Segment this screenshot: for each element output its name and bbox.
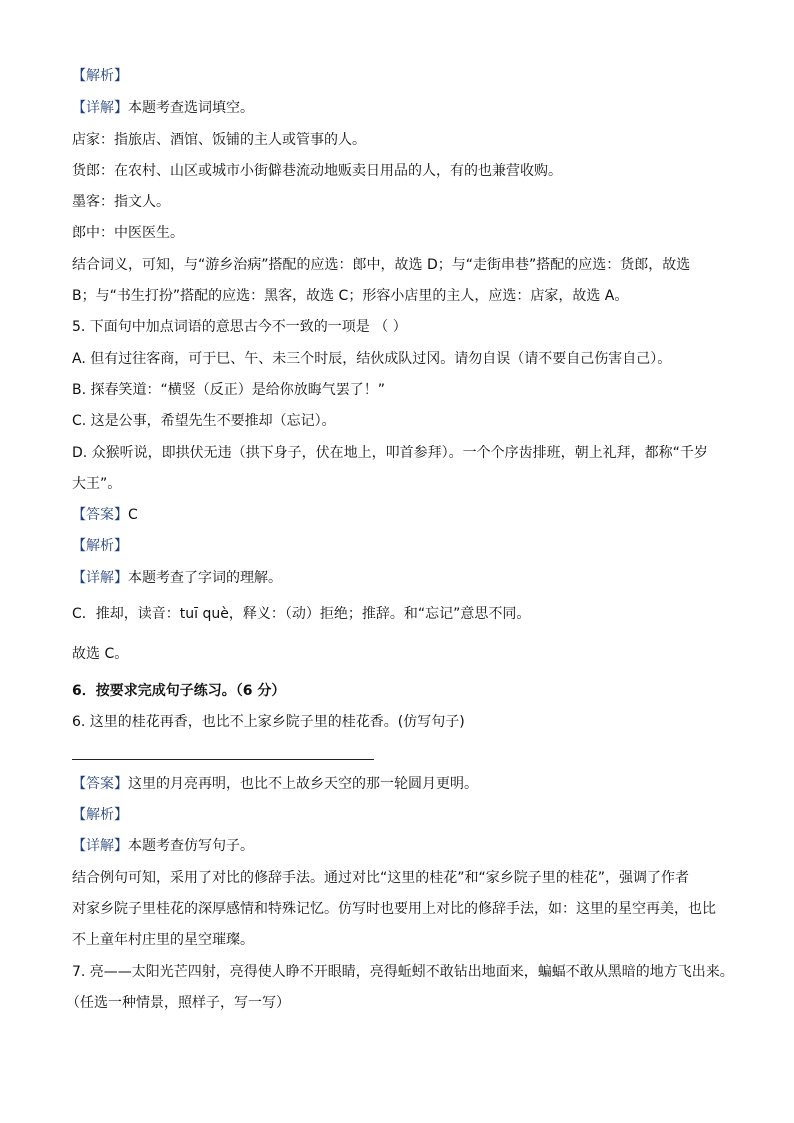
answer-tag: 【答案】 bbox=[72, 507, 128, 523]
option-d: D. 众猴听说，即拱伏无违（拱下身子，伏在地上，叩首参拜）。一个个序齿排班，朝上礼拜，都称“千岁 bbox=[72, 445, 708, 461]
definition-dianjia: 店家：指旅店、酒馆、饭铺的主人或管事的人。 bbox=[72, 132, 366, 148]
conclusion-5: 故选 C。 bbox=[72, 646, 129, 662]
question-7-instruction: （任选一种情景，照样子，写一写） bbox=[66, 995, 290, 1011]
definition-moke: 墨客：指文人。 bbox=[72, 194, 170, 210]
analysis-tag: 【解析】 bbox=[72, 807, 128, 823]
detail-line-2 bbox=[72, 568, 282, 588]
question-7-stem: 7. 亮——太阳光芒四射，亮得使人睁不开眼睛，亮得蚯蚓不敢钻出地面来，蝙蝠不敢从黑暗的地方飞出来。 bbox=[72, 964, 734, 980]
answer-line-6 bbox=[72, 774, 478, 794]
option-b: B. 探春笑道：“横竖（反正）是给你放晦气罢了！” bbox=[72, 382, 386, 398]
analysis-heading-2 bbox=[72, 536, 128, 556]
answer-text: C bbox=[128, 507, 138, 523]
answer-tag: 【答案】 bbox=[72, 776, 128, 792]
explanation-line-1: 结合词义，可知，与“游乡治病”搭配的应选：郎中，故选 D；与“走街串巷”搭配的应选：货郎，故选 bbox=[72, 257, 691, 273]
analysis-heading-1 bbox=[72, 66, 128, 86]
section-6-heading: 6．按要求完成句子练习。（6 分） bbox=[72, 683, 286, 699]
detail-tag: 【详解】 bbox=[72, 838, 128, 854]
detail-tag: 【详解】 bbox=[72, 100, 128, 116]
explanation-6-line-2: 对家乡院子里桂花的深厚感情和特殊记忆。仿写时也要用上对比的修辞手法，如：这里的星空再美，也比 bbox=[72, 901, 716, 917]
detail-text: 本题考查选词填空。 bbox=[128, 100, 254, 116]
definition-langzhong: 郎中：中医医生。 bbox=[72, 225, 184, 241]
explanation-6-line-1: 结合例句可知，采用了对比的修辞手法。通过对比“这里的桂花”和“家乡院子里的桂花”，强调了作者 bbox=[72, 870, 690, 886]
analysis-tag: 【解析】 bbox=[72, 68, 128, 84]
detail-line-1 bbox=[72, 98, 254, 118]
answer-text: 这里的月亮再明，也比不上故乡天空的那一轮圆月更明。 bbox=[128, 776, 478, 792]
answer-line-5 bbox=[72, 505, 138, 525]
explanation-tuique: C．推却，读音：tuī què，释义：（动）拒绝；推辞。和“忘记”意思不同。 bbox=[72, 606, 531, 622]
analysis-tag: 【解析】 bbox=[72, 538, 128, 554]
detail-tag: 【详解】 bbox=[72, 570, 128, 586]
question-6-stem: 6. 这里的桂花再香，也比不上家乡院子里的桂花香。(仿写句子) bbox=[72, 714, 465, 730]
detail-line-3 bbox=[72, 836, 254, 856]
detail-text: 本题考查了字词的理解。 bbox=[128, 570, 282, 586]
option-d-continued: 大王”。 bbox=[72, 476, 122, 492]
answer-blank-line bbox=[72, 759, 374, 760]
detail-text: 本题考查仿写句子。 bbox=[128, 838, 254, 854]
definition-huolang: 货郎：在农村、山区或城市小街僻巷流动地贩卖日用品的人，有的也兼营收购。 bbox=[72, 163, 562, 179]
analysis-heading-3 bbox=[72, 805, 128, 825]
question-5-stem: 5. 下面句中加点词语的意思古今不一致的一项是 （ ） bbox=[72, 319, 407, 335]
option-c: C. 这是公事，希望先生不要推却（忘记）。 bbox=[72, 413, 336, 429]
explanation-line-2: B；与“书生打扮”搭配的应选：黑客，故选 C；形容小店里的主人，应选：店家，故选 A。 bbox=[72, 288, 629, 304]
option-a: A. 但有过往客商，可于巳、午、未三个时辰，结伙成队过冈。请勿自误（请不要自己伤害自己）。 bbox=[72, 351, 672, 367]
explanation-6-line-3: 不上童年村庄里的星空璀璨。 bbox=[72, 932, 254, 948]
